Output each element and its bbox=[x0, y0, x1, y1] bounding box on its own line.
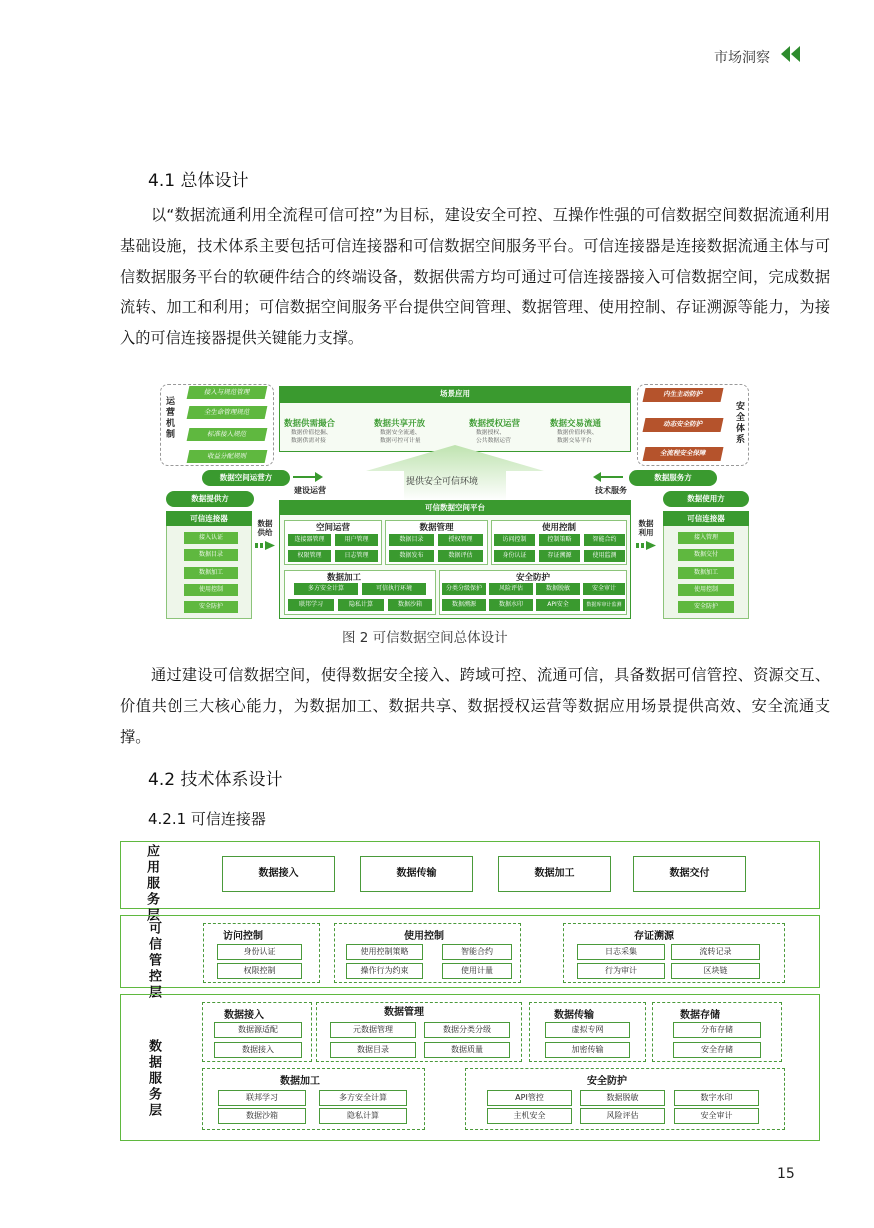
use-ctrl-item-1: 访问控制 bbox=[494, 534, 535, 546]
ops-item-3: 标准接入规范 bbox=[187, 428, 268, 441]
evidence-trace-title: 存证溯源 bbox=[634, 931, 674, 942]
left-connector-item-5: 安全防护 bbox=[184, 601, 238, 613]
ds-transfer-title: 数据传输 bbox=[554, 1010, 594, 1021]
security-item-4: 安全审计 bbox=[583, 583, 625, 595]
header-title: 市场洞察 bbox=[714, 50, 770, 66]
space-ops-item-3: 权限管理 bbox=[288, 550, 331, 562]
use-ctrl-item-5: 存证溯源 bbox=[539, 550, 580, 562]
build-ops-label: 建设运营 bbox=[294, 486, 326, 495]
app-item-data-access: 数据接入 bbox=[222, 856, 335, 892]
space-ops-item-1: 连接器管理 bbox=[288, 534, 331, 546]
scene-item-3-title: 数据授权运营 bbox=[469, 419, 521, 429]
space-ops-item-2: 用户管理 bbox=[335, 534, 378, 546]
ds-storage-title: 数据存储 bbox=[680, 1010, 720, 1021]
security-item-2: 风险评估 bbox=[489, 583, 533, 595]
ds-storage-item-1: 分布存储 bbox=[673, 1022, 761, 1038]
operation-mechanism-label: 运营机制 bbox=[164, 396, 174, 440]
data-mgmt-item-2: 授权管理 bbox=[438, 534, 483, 546]
ds-mgmt-item-3: 数据目录 bbox=[330, 1042, 416, 1058]
platform-title: 可信数据空间平台 bbox=[279, 500, 631, 515]
ds-mgmt-item-4: 数据质量 bbox=[424, 1042, 510, 1058]
ds-mgmt-item-2: 数据分类分级 bbox=[424, 1022, 510, 1038]
use-control-item-4: 使用计量 bbox=[442, 963, 512, 979]
figure-3-trusted-connector bbox=[120, 841, 822, 1141]
data-mgmt-item-3: 数据发布 bbox=[389, 550, 434, 562]
ds-proc-item-3: 数据沙箱 bbox=[218, 1108, 306, 1124]
data-service-party-badge: 数据服务方 bbox=[629, 470, 717, 486]
right-connector-item-2: 数据交付 bbox=[678, 549, 734, 561]
paragraph-4-1-body: 以“数据流通利用全流程可信可控”为目标，建设安全可控、互操作性强的可信数据空间数据流通利用基础设施，技术体系主要包括可信连接器和可信数据空间服务平台。可信连接器是连接数据流通主体与可信数据服务平台的软硬件结合的终端设备，数据供需方均可通过可信连接器接入可信数据空间，完成数据流转、加工和利用；可信数据空间服务平台提供空间管理、数据管理、使用控制、存证溯源等能力，为接入的可信连接器提供关键能力支撑。 bbox=[120, 206, 830, 348]
use-ctrl-item-6: 使用监测 bbox=[584, 550, 625, 562]
ds-transfer-item-2: 加密传输 bbox=[545, 1042, 630, 1058]
secure-environment-label: 提供安全可信环境 bbox=[406, 477, 479, 487]
use-control-item-3: 操作行为约束 bbox=[346, 963, 423, 979]
security-item-7: API安全 bbox=[536, 599, 580, 611]
page-number: 15 bbox=[777, 1166, 795, 1182]
ds-access-item-1: 数据源适配 bbox=[214, 1022, 302, 1038]
data-proc-item-3: 联邦学习 bbox=[288, 599, 334, 611]
scene-item-4-title: 数据交易流通 bbox=[550, 419, 602, 429]
evidence-trace-item-3: 行为审计 bbox=[577, 963, 665, 979]
access-control-item-1: 身份认证 bbox=[217, 944, 302, 960]
ds-security-title: 安全防护 bbox=[587, 1076, 627, 1087]
right-connector-item-1: 接入管理 bbox=[678, 532, 734, 544]
left-connector-item-4: 使用控制 bbox=[184, 584, 238, 596]
arrow-right-icon bbox=[293, 472, 323, 482]
left-connector-item-2: 数据目录 bbox=[184, 549, 238, 561]
data-mgmt-item-1: 数据目录 bbox=[389, 534, 434, 546]
data-provider-badge: 数据提供方 bbox=[166, 491, 254, 507]
access-control-title: 访问控制 bbox=[223, 931, 263, 942]
evidence-trace-item-4: 区块链 bbox=[671, 963, 760, 979]
security-item-2: 动态安全防护 bbox=[643, 418, 724, 432]
evidence-trace-item-1: 日志采集 bbox=[577, 944, 665, 960]
use-arrow-icon bbox=[636, 541, 656, 550]
data-mgmt-title: 数据管理 bbox=[419, 523, 454, 533]
ds-access-title: 数据接入 bbox=[224, 1010, 264, 1021]
data-proc-item-2: 可信执行环境 bbox=[362, 583, 426, 595]
app-item-data-delivery: 数据交付 bbox=[633, 856, 746, 892]
evidence-trace-item-2: 流转记录 bbox=[671, 944, 760, 960]
scene-item-3-sub-2: 公共数据运营 bbox=[476, 438, 511, 444]
left-connector-item-3: 数据加工 bbox=[184, 567, 238, 579]
use-control-title: 使用控制 bbox=[404, 931, 444, 942]
use-ctrl-title: 使用控制 bbox=[541, 523, 576, 533]
use-ctrl-item-3: 智能合约 bbox=[584, 534, 625, 546]
use-ctrl-item-2: 控制策略 bbox=[539, 534, 580, 546]
use-control-item-2: 智能合约 bbox=[442, 944, 512, 960]
figure-2-caption: 图 2 可信数据空间总体设计 bbox=[342, 630, 508, 646]
right-connector-item-5: 安全防护 bbox=[678, 601, 734, 613]
scene-item-3-sub-1: 数据授权、 bbox=[476, 430, 505, 436]
section-heading-4-1: 4.1 总体设计 bbox=[148, 171, 249, 191]
trust-control-layer-label: 可信管控层 bbox=[146, 921, 161, 1001]
scene-item-2-sub-2: 数据可控可计量 bbox=[380, 438, 421, 444]
scene-item-1-sub-1: 数据价值挖掘、 bbox=[291, 430, 332, 436]
ds-security-item-5: 风险评估 bbox=[580, 1108, 665, 1124]
security-system-label: 安全体系 bbox=[734, 401, 744, 445]
right-connector-item-3: 数据加工 bbox=[678, 567, 734, 579]
ops-item-4: 收益分配规则 bbox=[187, 450, 268, 463]
security-item-1: 分类分级保护 bbox=[442, 583, 486, 595]
ds-transfer-item-1: 虚拟专网 bbox=[545, 1022, 630, 1038]
app-item-data-processing: 数据加工 bbox=[498, 856, 611, 892]
ds-security-item-4: 主机安全 bbox=[487, 1108, 572, 1124]
scene-item-1-sub-2: 数据供需对接 bbox=[291, 438, 326, 444]
security-item-3: 数据脱敏 bbox=[536, 583, 580, 595]
ds-mgmt-title: 数据管理 bbox=[384, 1007, 424, 1018]
data-service-layer-label: 数据服务层 bbox=[146, 1039, 161, 1119]
scene-item-2-sub-1: 数据安全流通、 bbox=[380, 430, 421, 436]
data-use-label: 数据利用 bbox=[638, 519, 654, 537]
data-supply-label: 数据供给 bbox=[257, 519, 273, 537]
security-item-1: 内生主动防护 bbox=[643, 388, 724, 402]
ops-item-1: 接入与规范管理 bbox=[187, 386, 268, 399]
right-connector-title: 可信连接器 bbox=[663, 511, 749, 526]
section-heading-4-2-1: 4.2.1 可信连接器 bbox=[148, 810, 266, 828]
supply-arrow-icon bbox=[255, 541, 275, 550]
use-ctrl-item-4: 身份认证 bbox=[494, 550, 535, 562]
scene-item-4-sub-1: 数据价值转换、 bbox=[557, 430, 598, 436]
space-ops-title: 空间运营 bbox=[315, 523, 350, 533]
ds-proc-item-1: 联邦学习 bbox=[218, 1090, 306, 1106]
scene-title: 场景应用 bbox=[279, 386, 631, 403]
ds-access-item-2: 数据接入 bbox=[214, 1042, 302, 1058]
data-user-badge: 数据使用方 bbox=[663, 491, 749, 507]
ds-security-item-6: 安全审计 bbox=[674, 1108, 759, 1124]
ds-proc-title: 数据加工 bbox=[280, 1076, 320, 1087]
data-proc-item-4: 隐私计算 bbox=[338, 599, 384, 611]
section-heading-4-2: 4.2 技术体系设计 bbox=[148, 770, 283, 790]
use-control-item-1: 使用控制策略 bbox=[346, 944, 423, 960]
data-mgmt-item-4: 数据评估 bbox=[438, 550, 483, 562]
data-proc-title: 数据加工 bbox=[326, 573, 361, 583]
ds-security-item-1: API管控 bbox=[487, 1090, 572, 1106]
security-item-8: 数据库审计监测 bbox=[583, 599, 625, 611]
security-title: 安全防护 bbox=[515, 573, 550, 583]
ds-proc-item-2: 多方安全计算 bbox=[319, 1090, 407, 1106]
space-ops-item-4: 日志管理 bbox=[335, 550, 378, 562]
scene-item-4-sub-2: 数据交易平台 bbox=[557, 438, 592, 444]
left-connector-item-1: 接入认证 bbox=[184, 532, 238, 544]
ds-mgmt-item-1: 元数据管理 bbox=[330, 1022, 416, 1038]
secure-environment-arrow-icon bbox=[366, 445, 544, 501]
data-proc-item-5: 数据沙箱 bbox=[388, 599, 432, 611]
app-item-data-transfer: 数据传输 bbox=[360, 856, 473, 892]
scene-item-2-title: 数据共享开放 bbox=[374, 419, 426, 429]
tech-service-label: 技术服务 bbox=[595, 486, 627, 495]
figure-2-overall-design bbox=[160, 383, 750, 621]
left-connector-title: 可信连接器 bbox=[166, 511, 252, 526]
ds-security-item-2: 数据脱敏 bbox=[580, 1090, 665, 1106]
space-operator-badge: 数据空间运营方 bbox=[202, 470, 290, 486]
scene-item-1-title: 数据供需撮合 bbox=[284, 419, 336, 429]
paragraph-4-1-summary: 通过建设可信数据空间，使得数据安全接入、跨域可控、流通可信，具备数据可信管控、资源交互、价值共创三大核心能力，为数据加工、数据共享、数据授权运营等数据应用场景提供高效、安全流通支撑。 bbox=[120, 666, 830, 746]
arrow-left-icon bbox=[593, 472, 623, 482]
ds-security-item-3: 数字水印 bbox=[674, 1090, 759, 1106]
security-item-6: 数据水印 bbox=[489, 599, 533, 611]
access-control-item-2: 权限控制 bbox=[217, 963, 302, 979]
security-item-5: 数据溯源 bbox=[442, 599, 486, 611]
right-connector-item-4: 使用控制 bbox=[678, 584, 734, 596]
ds-storage-item-2: 安全存储 bbox=[673, 1042, 761, 1058]
app-service-layer-label: 应用服务层 bbox=[144, 844, 159, 924]
ops-item-2: 全生命管理规范 bbox=[187, 406, 268, 419]
ds-proc-item-4: 隐私计算 bbox=[319, 1108, 407, 1124]
double-left-arrow-icon bbox=[779, 45, 803, 63]
data-proc-item-1: 多方安全计算 bbox=[294, 583, 358, 595]
security-item-3: 全流程安全保障 bbox=[643, 447, 724, 461]
